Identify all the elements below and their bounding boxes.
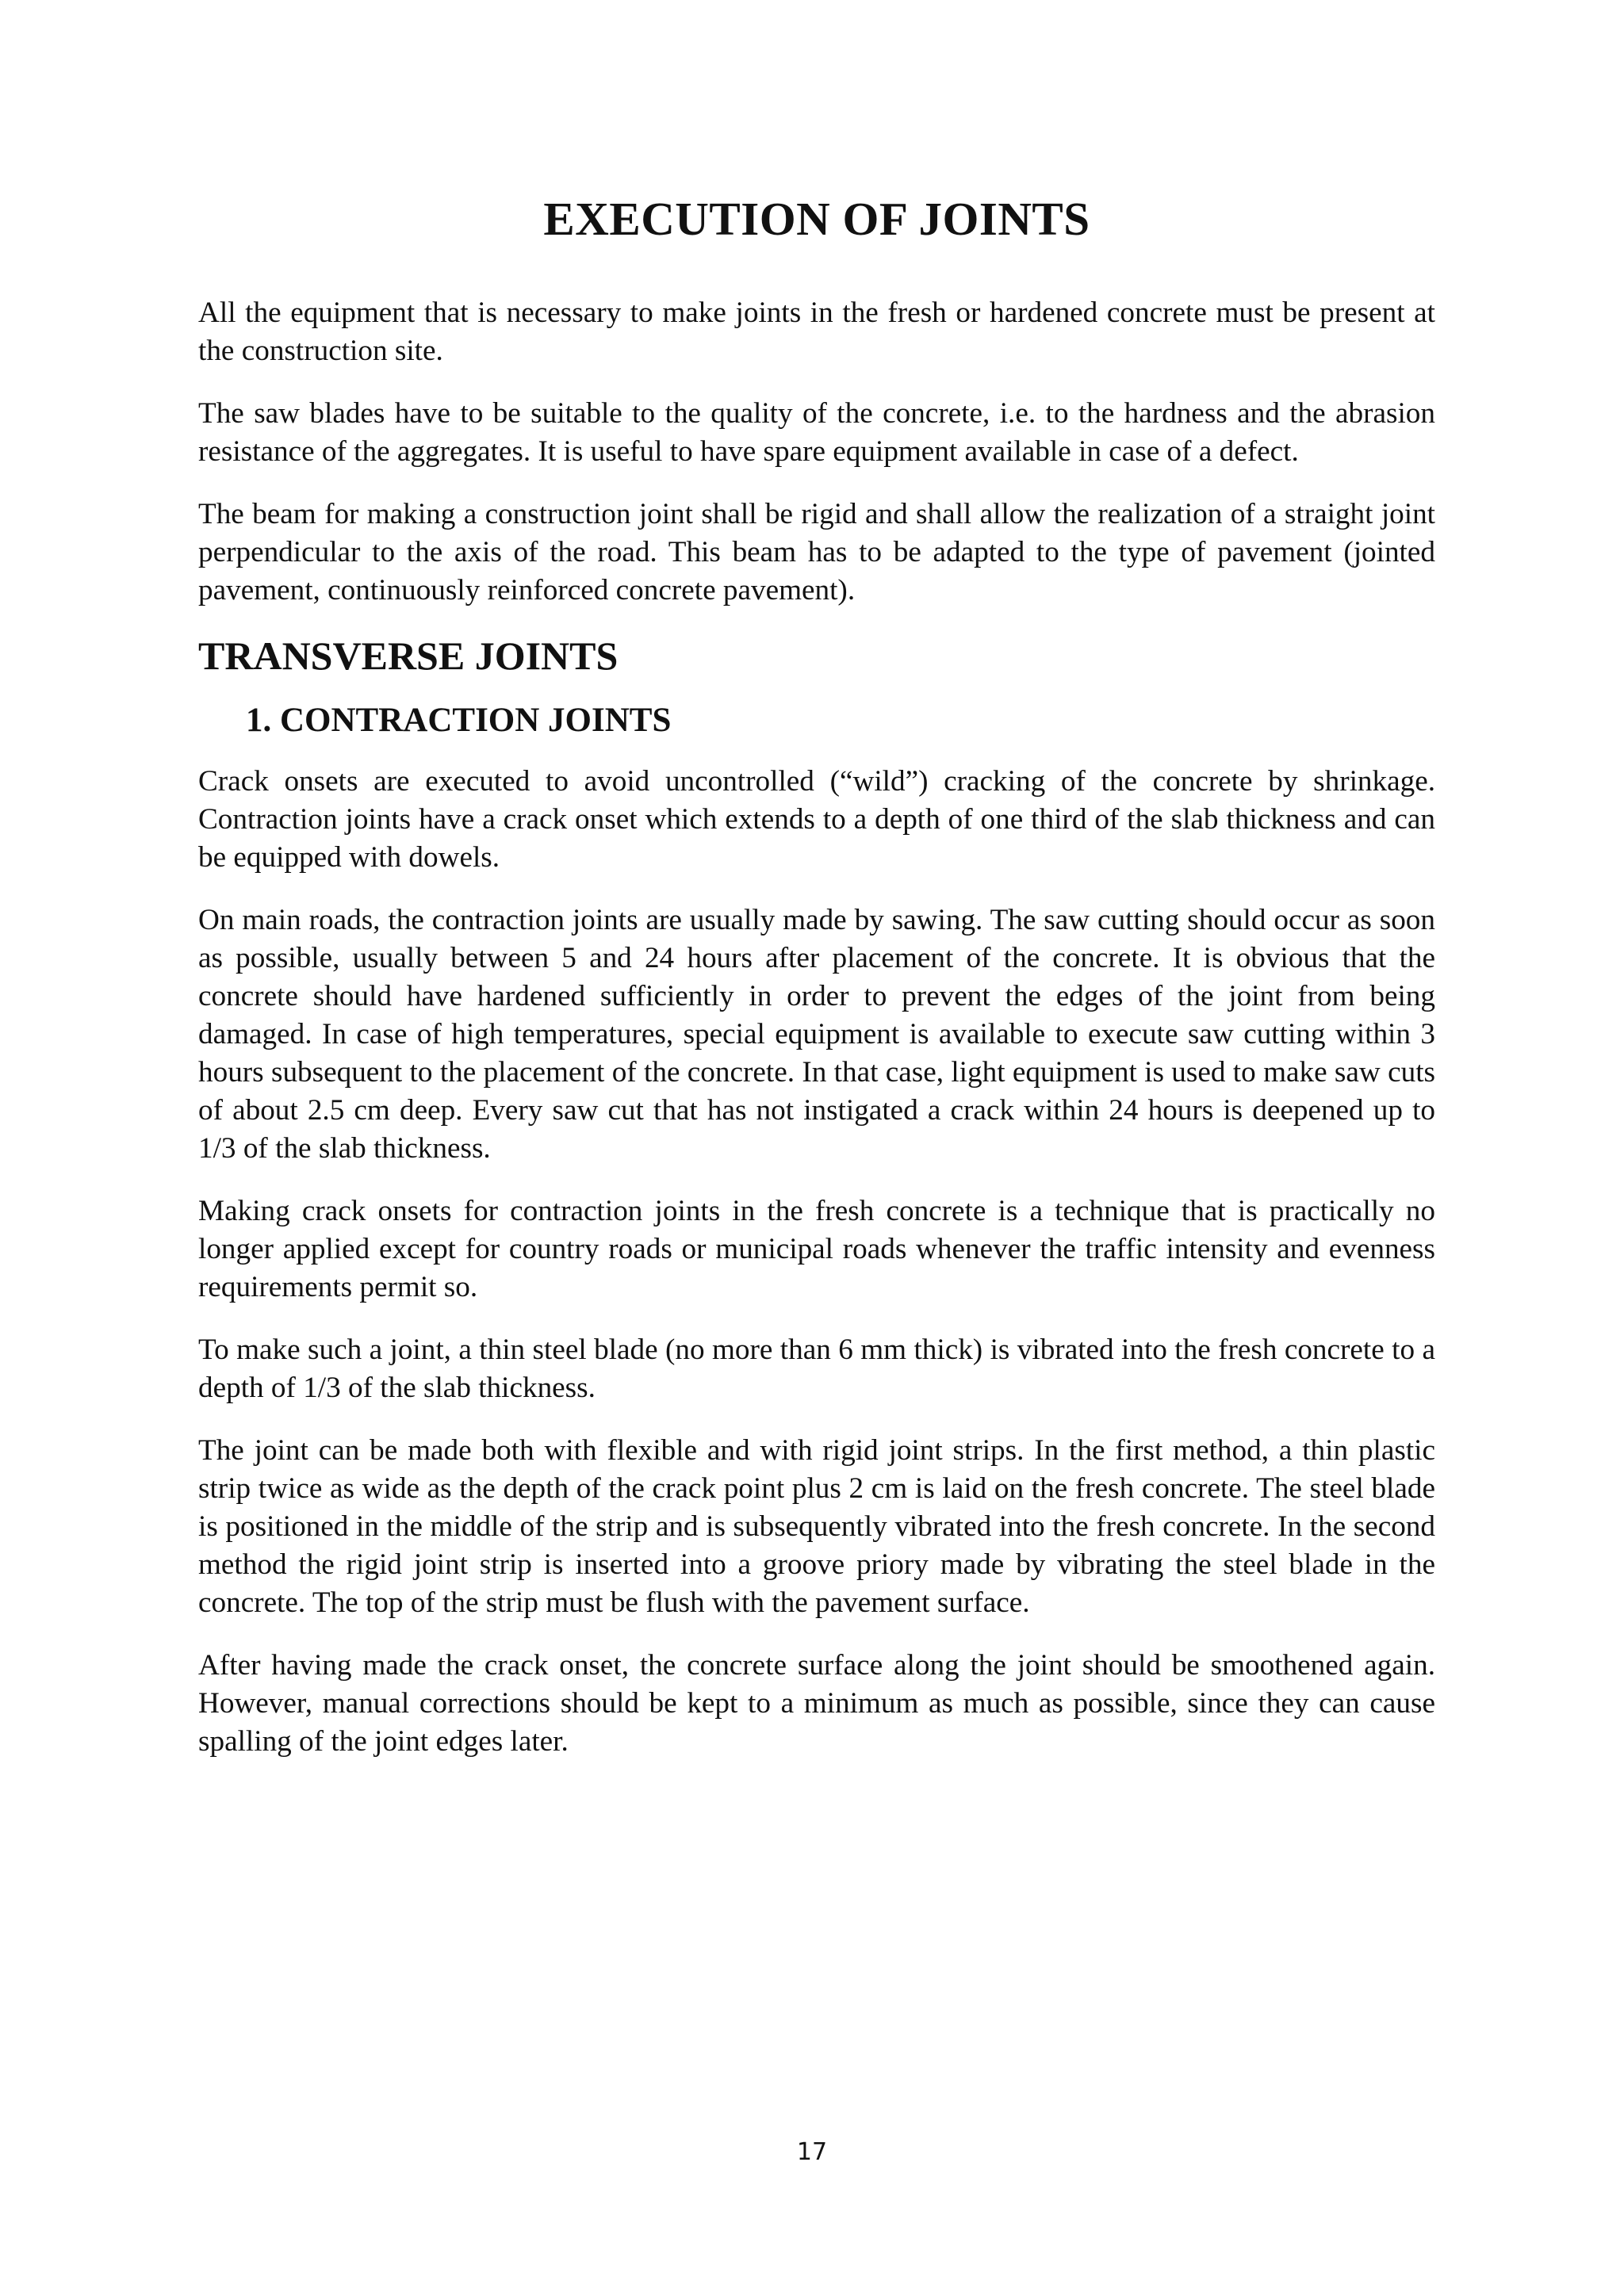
intro-paragraph-1: All the equipment that is necessary to make joints in the fresh or hardened concrete must be present at the construction site. bbox=[198, 296, 1435, 367]
contraction-paragraph-1: Crack onsets are executed to avoid uncontrolled (“wild”) cracking of the concrete by shrinkage. Contraction joints have a crack onset which extends to a depth of one third of the slab thickness and can be equipped with dowels. bbox=[198, 765, 1435, 874]
contraction-paragraph-3: Making crack onsets for contraction joints in the fresh concrete is a technique that is practically no longer applied except for country roads or municipal roads whenever the traffic intensity and evenness requirements permit so. bbox=[198, 1195, 1435, 1304]
contraction-paragraph-5: The joint can be made both with flexible and with rigid joint strips. In the first method, a thin plastic strip twice as wide as the depth of the crack point plus 2 cm is laid on the fresh concrete. The steel blade is positioned in the middle of the strip and is subsequently vibrated into the fresh concrete. In the second method the rigid joint strip is inserted into a groove priory made by vibrating the steel blade in the concrete. The top of the strip must be flush with the pavement surface. bbox=[198, 1434, 1435, 1620]
contraction-paragraph-4: To make such a joint, a thin steel blade (no more than 6 mm thick) is vibrated into the fresh concrete to a depth of 1/3 of the slab thickness. bbox=[198, 1334, 1435, 1405]
contraction-paragraph-2: On main roads, the contraction joints are usually made by sawing. The saw cutting should occur as soon as possible, usually between 5 and 24 hours after placement of the concrete. It is obvious that the concrete should have hardened sufficiently in order to prevent the edges of the joint from being damaged. In case of high temperatures, special equipment is available to execute saw cutting within 3 hours subsequent to the placement of the concrete. In that case, light equipment is used to make saw cuts of about 2.5 cm deep. Every saw cut that has not instigated a crack within 24 hours is deepened up to 1/3 of the slab thickness. bbox=[198, 904, 1435, 1165]
contraction-paragraph-6: After having made the crack onset, the concrete surface along the joint should be smoothened again. However, manual corrections should be kept to a minimum as much as possible, since they can cause spalling of the joint edges later. bbox=[198, 1649, 1435, 1758]
section-heading-transverse-joints: TRANSVERSE JOINTS bbox=[198, 633, 619, 678]
page-title: EXECUTION OF JOINTS bbox=[543, 193, 1090, 245]
page-number: 17 bbox=[796, 2138, 828, 2166]
intro-paragraph-2: The saw blades have to be suitable to the quality of the concrete, i.e. to the hardness and the abrasion resistance of the aggregates. It is useful to have spare equipment available in case of a defect. bbox=[198, 396, 1435, 468]
subsection-heading-contraction-joints: 1. CONTRACTION JOINTS bbox=[246, 701, 672, 739]
page-content bbox=[198, 193, 1435, 1785]
intro-paragraph-3: The beam for making a construction joint shall be rigid and shall allow the realization of a straight joint perpendicular to the axis of the road. This beam has to be adapted to the type of pavement (jointed pavement, continuously reinforced concrete pavement). bbox=[198, 497, 1435, 607]
